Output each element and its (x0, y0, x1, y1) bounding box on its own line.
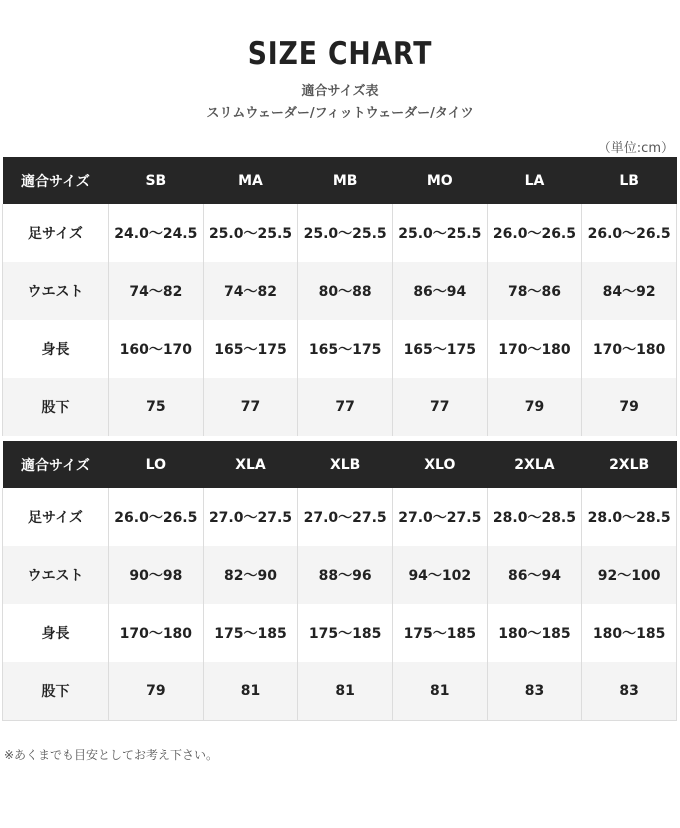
table-cell: 74〜82 (109, 262, 204, 320)
table-cell: 82〜90 (203, 546, 298, 604)
table-cell: 74〜82 (203, 262, 298, 320)
table-cell: 83 (582, 662, 677, 721)
page-subtitle: 適合サイズ表 (301, 84, 379, 99)
header-cell: 適合サイズ (3, 441, 109, 488)
table-cell: 165〜175 (298, 320, 393, 378)
table-cell: 81 (298, 662, 393, 721)
table-cell: 94〜102 (392, 546, 487, 604)
table-cell: 180〜185 (487, 604, 582, 662)
unit-label: （単位:cm） (597, 141, 674, 156)
table-cell: 175〜185 (203, 604, 298, 662)
table-cell: 86〜94 (487, 546, 582, 604)
table-cell: 160〜170 (109, 320, 204, 378)
header-cell: 2XLB (582, 441, 677, 488)
table-cell: 170〜180 (487, 320, 582, 378)
table-row (3, 262, 677, 320)
size-table-2 (2, 441, 677, 721)
table-header-row (3, 441, 677, 488)
table-cell: 165〜175 (203, 320, 298, 378)
table-cell: 81 (392, 662, 487, 721)
header-cell: MB (298, 157, 393, 204)
row-label: 身長 (3, 320, 109, 378)
table-cell: 170〜180 (582, 320, 677, 378)
header-cell: XLO (392, 441, 487, 488)
table-cell: 27.0〜27.5 (298, 488, 393, 546)
table-cell: 25.0〜25.5 (298, 204, 393, 262)
row-label: ウエスト (3, 262, 109, 320)
table-cell: 77 (392, 378, 487, 436)
row-label: 股下 (3, 378, 109, 436)
header-cell: MO (392, 157, 487, 204)
size-table-1 (2, 157, 677, 436)
table-cell: 26.0〜26.5 (582, 204, 677, 262)
table-cell: 79 (582, 378, 677, 436)
header-cell: XLB (298, 441, 393, 488)
table-row (3, 488, 677, 546)
table-row (3, 204, 677, 262)
table-cell: 77 (298, 378, 393, 436)
page-title: SIZE CHART (247, 36, 433, 72)
table-row (3, 546, 677, 604)
row-label: ウエスト (3, 546, 109, 604)
table-cell: 79 (487, 378, 582, 436)
header-cell: MA (203, 157, 298, 204)
table-row (3, 320, 677, 378)
header-cell: SB (109, 157, 204, 204)
table-cell: 83 (487, 662, 582, 721)
table-row (3, 378, 677, 436)
table-cell: 90〜98 (109, 546, 204, 604)
header-cell: LO (109, 441, 204, 488)
product-list: スリムウェーダー/フィットウェーダー/タイツ (206, 106, 474, 121)
table-header-row (3, 157, 677, 204)
table-row (3, 662, 677, 721)
table-cell: 175〜185 (392, 604, 487, 662)
table-cell: 25.0〜25.5 (392, 204, 487, 262)
table-cell: 88〜96 (298, 546, 393, 604)
header-cell: LB (582, 157, 677, 204)
table-cell: 165〜175 (392, 320, 487, 378)
table-cell: 175〜185 (298, 604, 393, 662)
table-cell: 78〜86 (487, 262, 582, 320)
table-cell: 84〜92 (582, 262, 677, 320)
table-row (3, 604, 677, 662)
header-cell: 2XLA (487, 441, 582, 488)
table-cell: 79 (109, 662, 204, 721)
row-label: 股下 (3, 662, 109, 721)
table-cell: 26.0〜26.5 (109, 488, 204, 546)
table-cell: 27.0〜27.5 (392, 488, 487, 546)
row-label: 足サイズ (3, 204, 109, 262)
table-cell: 86〜94 (392, 262, 487, 320)
table-cell: 77 (203, 378, 298, 436)
table-cell: 75 (109, 378, 204, 436)
table-cell: 27.0〜27.5 (203, 488, 298, 546)
table-cell: 28.0〜28.5 (487, 488, 582, 546)
table-cell: 80〜88 (298, 262, 393, 320)
disclaimer-note: ※あくまでも目安としてお考え下さい。 (4, 748, 219, 762)
table-cell: 170〜180 (109, 604, 204, 662)
row-label: 身長 (3, 604, 109, 662)
table-cell: 25.0〜25.5 (203, 204, 298, 262)
table-cell: 24.0〜24.5 (109, 204, 204, 262)
table-cell: 180〜185 (582, 604, 677, 662)
header-cell: LA (487, 157, 582, 204)
table-cell: 28.0〜28.5 (582, 488, 677, 546)
header-cell: 適合サイズ (3, 157, 109, 204)
row-label: 足サイズ (3, 488, 109, 546)
table-cell: 81 (203, 662, 298, 721)
table-cell: 26.0〜26.5 (487, 204, 582, 262)
table-cell: 92〜100 (582, 546, 677, 604)
header-cell: XLA (203, 441, 298, 488)
